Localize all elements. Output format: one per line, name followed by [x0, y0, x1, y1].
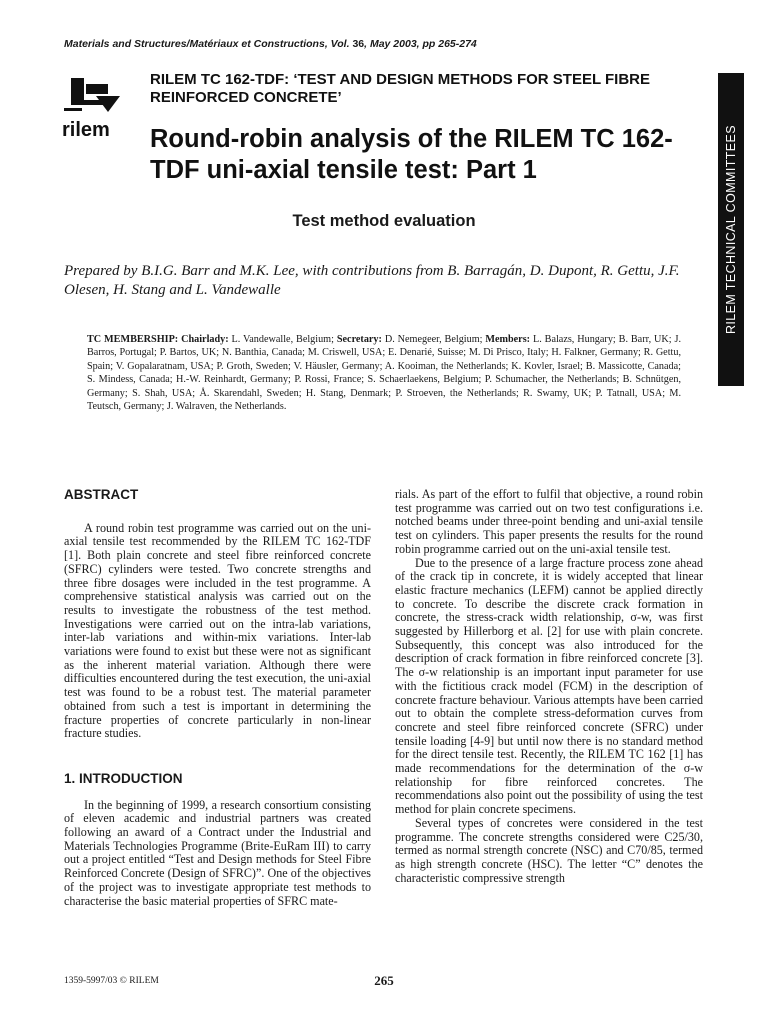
membership-label: TC MEMBERSHIP: [87, 334, 179, 345]
paper-title: Round-robin analysis of the RILEM TC 162-TDF uni-axial tensile test: Part 1 [150, 125, 673, 184]
side-tab [718, 73, 744, 386]
right-column [395, 488, 703, 885]
left-column [64, 488, 371, 908]
chair-label: Chairlady: [181, 334, 229, 345]
secretary-label: Secretary: [336, 334, 382, 345]
citation-prefix: Materials and Structures/Matériaux et Constructions, Vol. [64, 38, 353, 50]
intro-paragraph-1-continued: rials. As part of the effort to fulfil that objective, a round robin test programme was carried out on two test configurations i.e. notched beams under three-point bending and uni-axial tensile test on cylinders. This paper presents the results for the round robin programme carried out on the uni-axial tensile test. [395, 487, 703, 556]
volume-number: 36 [352, 38, 365, 50]
side-tab-label: RILEM TECHNICAL COMMITTEES [724, 124, 738, 335]
members-list: L. Balazs, Hungary; B. Barr, UK; J. Barros, Portugal; P. Bartos, UK; N. Banthia, Canada; M. Criswell, USA; E. Denarié, Suisse; M. Di Prisco, Italy; H. Falkner, Germany; R. Gettu, Spain; V. Gopalaratnam, USA; P. Groth, Sweden; V. Häusler, Germany; A. Kooiman, the Netherlands; K. Kovler, Israel; B. Massicotte, Canada; S. Mindess, Canada; H.-W. Reinhardt, Germany; P. Rossi, France; S. Schaerlaekens, Belgium; P. Schumacher, the Netherlands; B. Schnütgen, Germany; S. Shah, USA; Å. Skarendahl, Sweden; H. Stang, Denmark; P. Stroeven, the Netherlands; R. Swamy, UK; P. Tatnall, USA; M. Teutsch, Germany; J. Walraven, the Netherlands. [87, 334, 681, 413]
issn-copyright: 1359-5997/03 © RILEM [64, 976, 159, 986]
logo-text: rilem [62, 119, 110, 140]
journal-citation [64, 38, 477, 50]
intro-paragraph-2: Due to the presence of a large fracture process zone ahead of the crack tip in concrete, it is widely accepted that linear elastic fracture mechanics (LEFM) cannot be applied directly to concrete. To describe the discrete crack formation in concrete, the stress-crack width relationship, σ-w, was first suggested by Hillerborg et al. [2] for use with plain concrete. Subsequently, this concept was also introduced for the description of crack formation in fibre reinforced concrete [3]. The σ-w relationship is an important input parameter for use with the fictitious crack model (FCM) in the description of concrete fracture behaviour. Various attempts have been carried out to obtain the complete stress-deformation curves from concrete and steel fibre reinforced concrete (SFRC) under tensile loading [4-9] but until now there is no standard method for the direct tensile test. Recently, the RILEM TC 162 [1] has made recommendations for the determination of the σ-w relationship for fibre reinforced concretes. The recommendations also point out the possibility of using the test method for plain concrete specimens. [395, 555, 703, 817]
intro-paragraph-3: Several types of concretes were considered in the test programme. The concrete strengths considered were C25/30, termed as normal strength concrete (NSC) and C70/85, termed as high strength concrete (HSC). The letter “C” denotes the characteristic compressive strength [395, 815, 703, 885]
members-label: Members: [485, 334, 531, 345]
tc-membership [87, 333, 681, 413]
introduction-heading: 1. INTRODUCTION [64, 770, 183, 786]
abstract-heading: ABSTRACT [64, 487, 139, 502]
rilem-logo [62, 78, 122, 140]
citation-suffix: , May 2003, pp 265-274 [364, 38, 477, 50]
rilem-logo-icon [62, 78, 122, 140]
intro-paragraph-1: In the beginning of 1999, a research consortium consisting of eleven academic and industrial partners was created following an award of a Contract under the Industrial and Materials Technologies Programme (Brite-EuRam III) to carry out a project entitled “Test and Design methods for Steel Fibre Reinforced Concrete (Design of SFRC)”. One of the objectives of the project was to investigate appropriate test methods to characterise the basic material properties of SFRC mate- [64, 797, 371, 908]
authors-line: Prepared by B.I.G. Barr and M.K. Lee, with contributions from B. Barragán, D. Dupont, R. Gettu, J.F. Olesen, H. Stang and L. Vandewalle [64, 263, 680, 298]
chair-name: L. Vandewalle, Belgium; [228, 334, 337, 345]
paper-subtitle: Test method evaluation [292, 212, 476, 230]
series-title: RILEM TC 162-TDF: ‘TEST AND DESIGN METHODS FOR STEEL FIBRE REINFORCED CONCRETE’ [150, 71, 651, 106]
abstract-text: A round robin test programme was carried out on the uni-axial tensile test recommended by the RILEM TC 162-TDF [1]. Both plain concrete and steel fibre reinforced concrete (SFRC) cylinders were tested. Two concrete strengths and three fibre dosages were included in the test programme. A comprehensive statistical analysis was carried out on the results to investigate the robustness of the test method. Investigations were carried out on the intra-lab variations, inter-lab variations and within-mix variations. Inter-lab variations were found to exist but these were not as significant as the inherent material variation. Although there were difficulties encountered during the test execution, the uni-axial test was found to be a robust test. The material parameter obtained from such a test is important in determining the fracture properties of concrete particularly in non-linear fracture studies. [64, 520, 371, 741]
page-number: 265 [374, 973, 394, 988]
secretary-name: D. Nemegeer, Belgium; [381, 334, 486, 345]
